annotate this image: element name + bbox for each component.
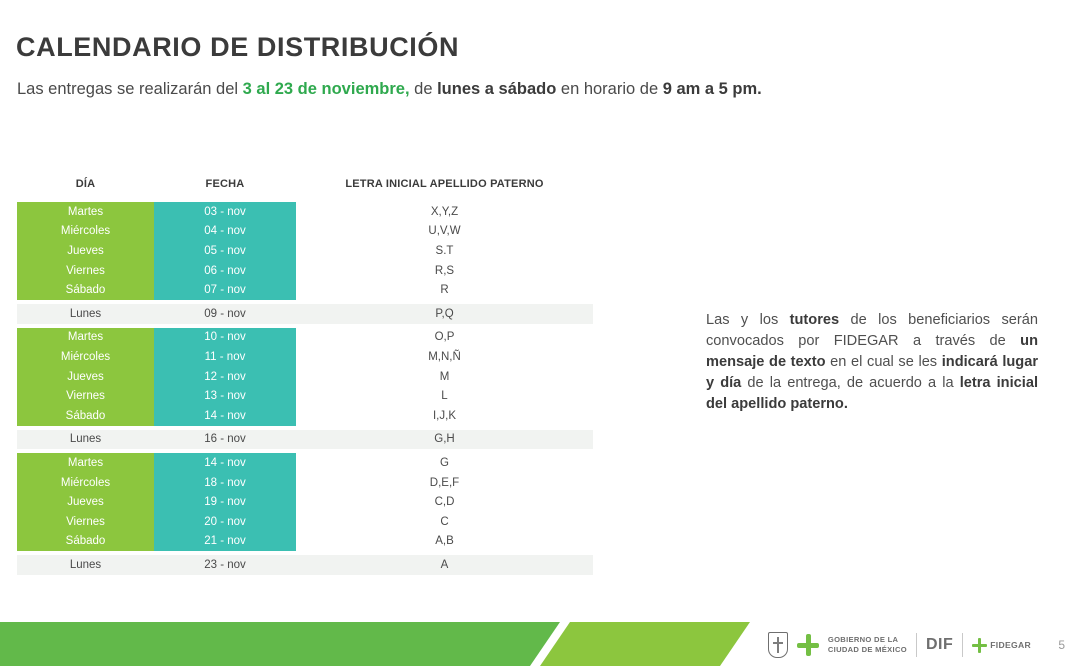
subtitle-part1: Las entregas se realizarán del [17, 80, 243, 98]
table-row [17, 386, 593, 406]
cdmx-logo-icon [797, 634, 819, 656]
subtitle-line [17, 80, 762, 99]
cell-dia: Viernes [17, 261, 154, 281]
cell-dia: Martes [17, 328, 154, 348]
footer-logo-group [768, 632, 1031, 658]
gobierno-line1: GOBIERNO DE LA [827, 635, 899, 645]
cell-letra: C,D [296, 492, 593, 512]
subtitle-part3: en horario de [556, 80, 663, 98]
cell-fecha: 14 - nov [154, 453, 296, 473]
subtitle-dates: 3 al 23 de noviembre, [242, 80, 410, 98]
cell-letra: R [296, 280, 593, 300]
table-row [17, 492, 593, 512]
fidegar-label: FIDEGAR [990, 640, 1031, 650]
cell-fecha: 16 - nov [154, 430, 296, 450]
table-row [17, 280, 593, 300]
table-row [17, 328, 593, 348]
footer-divider-2 [962, 633, 963, 657]
subtitle-hours: 9 am a 5 pm. [662, 80, 762, 98]
cell-fecha: 23 - nov [154, 555, 296, 575]
cell-dia: Miércoles [17, 222, 154, 242]
table-row [17, 555, 593, 575]
cell-dia: Jueves [17, 367, 154, 387]
cell-letra: R,S [296, 261, 593, 281]
table-row [17, 347, 593, 367]
cell-dia: Lunes [17, 430, 154, 450]
subtitle-part2: de [409, 80, 438, 98]
side-note-b3: indicará lugar y día [706, 354, 1039, 391]
cell-letra: M [296, 367, 593, 387]
cell-fecha: 07 - nov [154, 280, 296, 300]
cell-fecha: 19 - nov [154, 492, 296, 512]
footer-divider [916, 633, 917, 657]
cell-dia: Sábado [17, 406, 154, 426]
cell-letra: A,B [296, 532, 593, 552]
footer-band-dark [0, 622, 560, 666]
cell-fecha: 14 - nov [154, 406, 296, 426]
cell-dia: Viernes [17, 512, 154, 532]
cell-dia: Martes [17, 453, 154, 473]
cell-dia: Miércoles [17, 347, 154, 367]
cell-fecha: 05 - nov [154, 241, 296, 261]
side-note-b2: un mensaje de texto [706, 333, 1038, 370]
cell-dia: Sábado [17, 532, 154, 552]
side-note-paragraph [706, 310, 1038, 415]
distribution-calendar-table [17, 178, 593, 575]
cell-dia: Lunes [17, 304, 154, 324]
column-header-fecha: FECHA [205, 178, 245, 190]
table-row [17, 430, 593, 450]
cell-dia: Lunes [17, 555, 154, 575]
cell-letra: C [296, 512, 593, 532]
cell-letra: O,P [296, 328, 593, 348]
side-note-s2: de los beneficiarios serán convocados por FIDEGAR a través de [706, 312, 1039, 349]
cell-letra: M,N,Ñ [296, 347, 593, 367]
cell-letra: L [296, 386, 593, 406]
table-row [17, 532, 593, 552]
cell-dia: Sábado [17, 280, 154, 300]
table-row [17, 304, 593, 324]
cell-fecha: 11 - nov [154, 347, 296, 367]
cell-letra: G [296, 453, 593, 473]
side-note-s4: de la entrega, de acuerdo a la [741, 375, 960, 391]
table-row [17, 453, 593, 473]
cell-dia: Jueves [17, 241, 154, 261]
cell-dia: Jueves [17, 492, 154, 512]
cell-letra: I,J,K [296, 406, 593, 426]
cell-fecha: 18 - nov [154, 473, 296, 493]
column-header-letra: LETRA INICIAL APELLIDO PATERNO [345, 178, 544, 190]
cell-fecha: 04 - nov [154, 222, 296, 242]
cell-fecha: 21 - nov [154, 532, 296, 552]
cell-fecha: 12 - nov [154, 367, 296, 387]
table-header-row [17, 178, 593, 202]
table-row [17, 473, 593, 493]
gobierno-label [828, 635, 907, 654]
page-number: 5 [1058, 638, 1065, 652]
cell-letra: X,Y,Z [296, 202, 593, 222]
cell-fecha: 20 - nov [154, 512, 296, 532]
subtitle-days: lunes a sábado [437, 80, 557, 98]
page-title: CALENDARIO DE DISTRIBUCIÓN [16, 32, 460, 62]
cell-dia: Miércoles [17, 473, 154, 493]
cell-dia: Viernes [17, 386, 154, 406]
table-row [17, 512, 593, 532]
table-body [17, 202, 593, 575]
gobierno-line2: CIUDAD DE MÉXICO [827, 645, 907, 654]
cell-letra: U,V,W [296, 222, 593, 242]
cell-letra: S.T [296, 241, 593, 261]
fidegar-logo [972, 638, 1031, 653]
cdmx-shield-icon [768, 632, 788, 658]
cell-letra: G,H [296, 430, 593, 450]
side-note-b4: letra inicial del apellido paterno. [706, 375, 1038, 412]
cell-fecha: 03 - nov [154, 202, 296, 222]
table-row [17, 406, 593, 426]
footer-band-light [540, 622, 750, 666]
side-note-s3: en el cual se les [825, 354, 942, 370]
dif-logo-label: DIF [925, 636, 954, 653]
table-row [17, 241, 593, 261]
cell-fecha: 06 - nov [154, 261, 296, 281]
cell-fecha: 10 - nov [154, 328, 296, 348]
table-row [17, 222, 593, 242]
table-row [17, 261, 593, 281]
table-row [17, 202, 593, 222]
side-note-s1: Las y los [706, 312, 790, 328]
cell-letra: D,E,F [296, 473, 593, 493]
cell-letra: P,Q [296, 304, 593, 324]
cell-letra: A [296, 555, 593, 575]
cell-dia: Martes [17, 202, 154, 222]
column-header-dia: DÍA [75, 178, 96, 190]
cell-fecha: 09 - nov [154, 304, 296, 324]
side-note-b1: tutores [789, 312, 840, 328]
cell-fecha: 13 - nov [154, 386, 296, 406]
table-row [17, 367, 593, 387]
fidegar-mark-icon [972, 638, 987, 653]
